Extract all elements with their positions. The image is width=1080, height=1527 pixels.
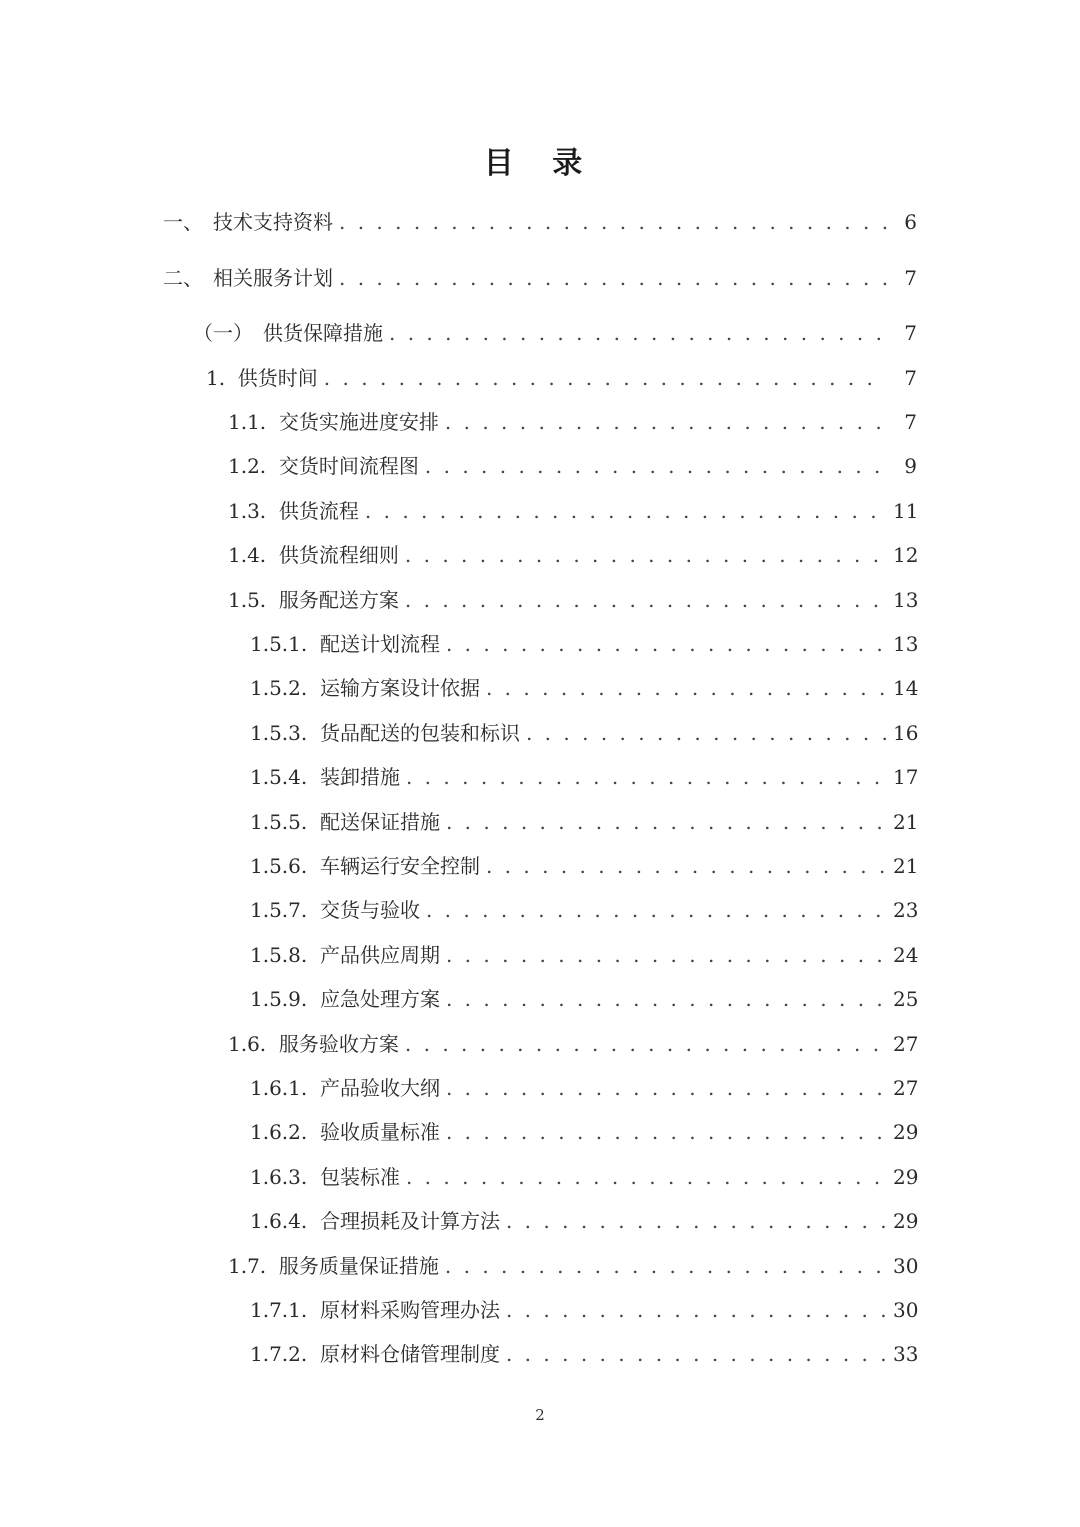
toc-entry-page: 9 xyxy=(904,454,917,478)
toc-leader-dots xyxy=(389,321,887,345)
toc-leader-dots xyxy=(446,987,887,1011)
toc-leader-dots xyxy=(486,854,887,878)
toc-entry[interactable] xyxy=(250,1205,917,1237)
toc-entry-number: 1.7.2. xyxy=(250,1342,320,1366)
toc-entry-number: 1.5.9. xyxy=(250,987,320,1011)
toc-entry-number: 1.5.6. xyxy=(250,854,320,878)
toc-entry[interactable] xyxy=(163,262,917,294)
toc-entry-number: 1.4. xyxy=(228,543,279,567)
toc-entry-page: 13 xyxy=(893,588,919,612)
toc-entry-label: 相关服务计划 xyxy=(213,266,333,290)
toc-leader-dots xyxy=(446,1076,887,1100)
toc-entry-page: 27 xyxy=(893,1032,919,1056)
toc-entry-number: 1.6.1. xyxy=(250,1076,320,1100)
toc-leader-dots xyxy=(486,676,887,700)
toc-entry-number: 1.5. xyxy=(228,588,279,612)
toc-entry-page: 17 xyxy=(893,765,919,789)
toc-entry[interactable] xyxy=(250,672,917,704)
toc-entry[interactable] xyxy=(228,1250,917,1282)
toc-entry-number: 1. xyxy=(206,366,238,390)
toc-leader-dots xyxy=(405,543,887,567)
toc-entry[interactable] xyxy=(250,894,917,926)
toc-entry-page: 7 xyxy=(904,266,917,290)
toc-leader-dots xyxy=(445,410,887,434)
toc-leader-dots xyxy=(506,1342,887,1366)
toc-entry[interactable] xyxy=(250,806,917,838)
toc-entry-page: 16 xyxy=(893,721,919,745)
toc-entry-number: （一） xyxy=(193,321,263,345)
toc-entry-page: 29 xyxy=(893,1209,919,1233)
toc-entry-page: 29 xyxy=(893,1120,919,1144)
toc-entry-label: 应急处理方案 xyxy=(319,987,440,1011)
toc-entry[interactable] xyxy=(250,761,917,793)
toc-entry-label: 交货时间流程图 xyxy=(278,454,419,478)
toc-entry-label: 验收质量标准 xyxy=(319,1120,440,1144)
toc-entry-label: 配送保证措施 xyxy=(319,810,440,834)
toc-leader-dots xyxy=(446,1120,887,1144)
toc-entry-page: 21 xyxy=(893,810,919,834)
toc-entry[interactable] xyxy=(250,717,917,749)
toc-entry-page: 7 xyxy=(904,410,917,434)
toc-leader-dots xyxy=(406,1165,887,1189)
toc-leader-dots xyxy=(445,1254,887,1278)
toc-entry-number: 1.5.4. xyxy=(250,765,320,789)
toc-entry-number: 1.6.3. xyxy=(250,1165,320,1189)
toc-entry[interactable] xyxy=(228,584,917,616)
toc-entry[interactable] xyxy=(250,1294,917,1326)
toc-entry-number: 1.5.2. xyxy=(250,676,320,700)
toc-leader-dots xyxy=(405,1032,887,1056)
toc-entry-number: 1.1. xyxy=(228,410,279,434)
toc-entry-number: 1.6.2. xyxy=(250,1120,320,1144)
toc-entry[interactable] xyxy=(193,317,917,349)
toc-entry-page: 27 xyxy=(893,1076,919,1100)
toc-entry-number: 1.6.4. xyxy=(250,1209,320,1233)
toc-entry-label: 供货流程 xyxy=(278,499,359,523)
toc-leader-dots xyxy=(365,499,887,523)
toc-entry-number: 1.7.1. xyxy=(250,1298,320,1322)
toc-entry[interactable] xyxy=(250,983,917,1015)
toc-entry[interactable] xyxy=(228,539,917,571)
toc-leader-dots xyxy=(446,943,887,967)
toc-entry-label: 供货时间 xyxy=(237,366,318,390)
toc-entry[interactable] xyxy=(228,1028,917,1060)
toc-entry-number: 1.6. xyxy=(228,1032,279,1056)
toc-entry-number: 1.5.7. xyxy=(250,898,320,922)
toc-entry-label: 原材料仓储管理制度 xyxy=(319,1342,500,1366)
toc-entry-label: 服务配送方案 xyxy=(278,588,399,612)
toc-entry-label: 服务验收方案 xyxy=(278,1032,399,1056)
toc-entry-number: 1.5.5. xyxy=(250,810,320,834)
toc-entry-number: 1.5.8. xyxy=(250,943,320,967)
toc-entry-label: 货品配送的包装和标识 xyxy=(319,721,520,745)
toc-entry-label: 供货保障措施 xyxy=(263,321,383,345)
toc-leader-dots xyxy=(506,1209,887,1233)
toc-entry-page: 7 xyxy=(904,321,917,345)
toc-entry-page: 7 xyxy=(904,366,917,390)
toc-entry-number: 1.2. xyxy=(228,454,279,478)
toc-leader-dots xyxy=(324,366,887,390)
toc-entry[interactable] xyxy=(250,850,917,882)
toc-entry[interactable] xyxy=(228,495,917,527)
toc-entry-label: 服务质量保证措施 xyxy=(278,1254,439,1278)
toc-entry-label: 合理损耗及计算方法 xyxy=(319,1209,500,1233)
toc-entry-number: 一、 xyxy=(163,210,213,234)
toc-entry-page: 11 xyxy=(893,499,919,523)
toc-entry-number: 1.5.1. xyxy=(250,632,320,656)
toc-entry-page: 21 xyxy=(893,854,919,878)
toc-leader-dots xyxy=(406,765,887,789)
toc-entry[interactable] xyxy=(228,406,917,438)
toc-entry-label: 产品供应周期 xyxy=(319,943,440,967)
toc-entry[interactable] xyxy=(250,1338,917,1370)
toc-entry-page: 29 xyxy=(893,1165,919,1189)
toc-entry[interactable] xyxy=(206,362,917,394)
toc-leader-dots xyxy=(446,810,887,834)
toc-leader-dots xyxy=(405,588,887,612)
toc-entry-label: 配送计划流程 xyxy=(319,632,440,656)
toc-entry-page: 30 xyxy=(893,1298,919,1322)
toc-entry-page: 13 xyxy=(893,632,919,656)
toc-entry-label: 供货流程细则 xyxy=(278,543,399,567)
toc-entry[interactable] xyxy=(250,628,917,660)
toc-entry-page: 30 xyxy=(893,1254,919,1278)
toc-entry-label: 交货实施进度安排 xyxy=(278,410,439,434)
toc-entry-page: 6 xyxy=(904,210,917,234)
toc-entry-page: 12 xyxy=(893,543,919,567)
toc-leader-dots xyxy=(446,632,887,656)
toc-entry-label: 原材料采购管理办法 xyxy=(319,1298,500,1322)
toc-entry[interactable] xyxy=(163,206,917,238)
toc-entry-number: 1.3. xyxy=(228,499,279,523)
toc-entry[interactable] xyxy=(250,1072,917,1104)
toc-entry-number: 1.7. xyxy=(228,1254,279,1278)
toc-leader-dots xyxy=(425,454,887,478)
toc-entry-page: 25 xyxy=(893,987,919,1011)
toc-entry[interactable] xyxy=(228,450,917,482)
toc-leader-dots xyxy=(526,721,887,745)
toc-entry-page: 24 xyxy=(893,943,919,967)
toc-entry-page: 14 xyxy=(893,676,919,700)
toc-entry-label: 产品验收大纲 xyxy=(319,1076,440,1100)
toc-leader-dots xyxy=(426,898,887,922)
toc-entry-label: 交货与验收 xyxy=(319,898,420,922)
toc-leader-dots xyxy=(339,210,887,234)
toc-entry[interactable] xyxy=(250,939,917,971)
toc-entry-label: 运输方案设计依据 xyxy=(319,676,480,700)
toc-entry[interactable] xyxy=(250,1161,917,1193)
toc-leader-dots xyxy=(506,1298,887,1322)
toc-entry-number: 1.5.3. xyxy=(250,721,320,745)
toc-title: 目 录 xyxy=(483,146,597,181)
toc-entry-page: 23 xyxy=(893,898,919,922)
toc-entry-label: 装卸措施 xyxy=(319,765,400,789)
toc-entry-label: 车辆运行安全控制 xyxy=(319,854,480,878)
toc-entry-label: 包装标准 xyxy=(319,1165,400,1189)
toc-leader-dots xyxy=(339,266,887,290)
toc-entry-number: 二、 xyxy=(163,266,213,290)
page-number: 2 xyxy=(535,1406,545,1424)
toc-entry-page: 33 xyxy=(893,1342,919,1366)
toc-entry[interactable] xyxy=(250,1116,917,1148)
toc-entry-label: 技术支持资料 xyxy=(213,210,333,234)
